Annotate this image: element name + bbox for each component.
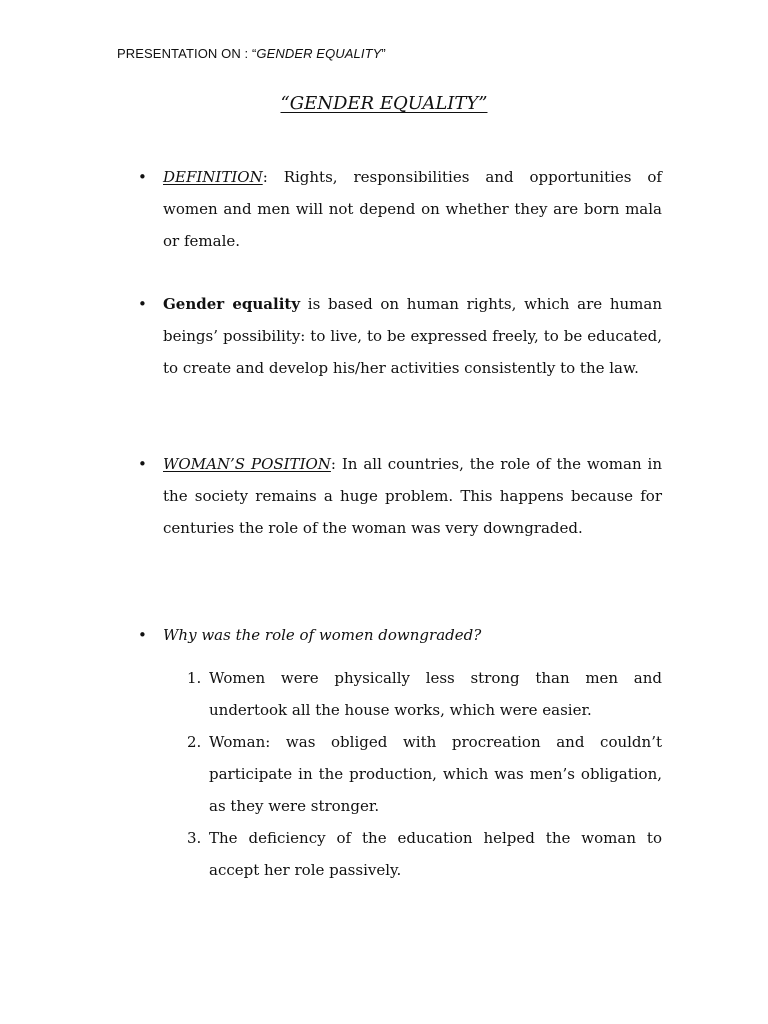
list-item	[187, 662, 662, 726]
list-item-number: 2.	[187, 733, 202, 751]
header-suffix: ”	[381, 46, 386, 61]
bullet-womans-position	[163, 448, 662, 544]
list-item-number: 1.	[187, 669, 202, 687]
bullet-text: : In all countries, the role of the woman in the society remains a huge problem. This happens because for centuries the role of the woman was very downgraded.	[163, 455, 662, 537]
list-item	[187, 822, 662, 886]
list-item-number: 3.	[187, 829, 202, 847]
bullet-question	[163, 619, 662, 651]
list-item-text: Woman: was obliged with procreation and couldn’t participate in the production, which was men’s obligation, as they were stronger.	[209, 733, 662, 815]
bullet-definition	[163, 161, 662, 257]
list-item-text: Women were physically less strong than men and undertook all the house works, which were easier.	[209, 669, 662, 719]
bullet-term: WOMAN’S POSITION	[163, 455, 331, 473]
bullet-question-text: Why was the role of women downgraded?	[163, 626, 482, 644]
bullet-text: : Rights, responsibilities and opportunities of women and men will not depend on whether they are born mala or female.	[163, 168, 662, 250]
bullet-term: Gender equality	[163, 295, 301, 313]
bullet-text: is based on human rights, which are human beings’ possibility: to live, to be expressed freely, to be educated, to create and develop his/her activities consistently to the law.	[163, 295, 662, 377]
list-item	[187, 726, 662, 822]
bullet-term: DEFINITION	[163, 168, 263, 186]
document-title: “GENDER EQUALITY”	[280, 93, 488, 114]
header-topic: GENDER EQUALITY	[256, 46, 382, 61]
list-item-text: The deficiency of the education helped the woman to accept her role passively.	[209, 829, 662, 879]
reasons-list	[187, 662, 662, 886]
header-prefix: PRESENTATION ON : “	[117, 46, 257, 61]
bullet-gender-equality	[163, 288, 662, 384]
page-header	[117, 46, 386, 61]
